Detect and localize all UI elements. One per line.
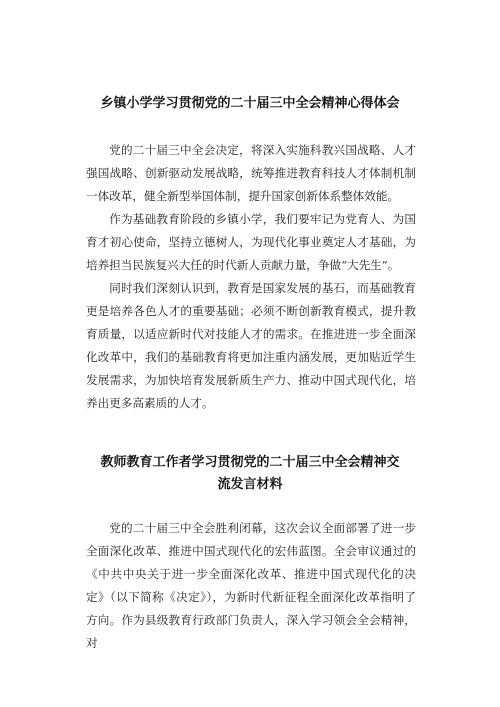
title-line: 流发言材料 xyxy=(217,477,283,492)
body-paragraph: 党的二十届三中全会决定，将深入实施科教兴国战略、人才强国战略、创新驱动发展战略，统筹推进教育科技人才体制机制一体改革，健全新型举国体制，提升国家创新体系整体效能。 xyxy=(86,143,416,203)
second-document-body xyxy=(86,517,416,655)
body-paragraph: 作为基础教育阶段的乡镇小学，我们要牢记为党育人、为国育才初心使命，坚持立德树人，为现代化事业奠定人才基础，为培养担当民族复兴大任的时代新人贡献力量，争做“大先生”。 xyxy=(86,212,416,272)
body-paragraph: 同时我们深刻认识到，教育是国家发展的基石，而基础教育更是培养各色人才的重要基础；必须不断创新教育模式，提升教育质量，以适应新时代对技能人才的需求。在推进进一步全面深化改革中，我们的基础教育将更加注重内涵发展，更加贴近学生发展需求，为加快培育发展新质生产力、推动中国式现代化，培养出更多高素质的人才。 xyxy=(86,281,416,410)
title-line: 教师教育工作者学习贯彻党的二十届三中全会精神交 xyxy=(100,455,400,470)
body-paragraph: 党的二十届三中全会胜利闭幕，这次会议全面部署了进一步全面深化改革、推进中国式现代化的宏伟蓝图。全会审议通过的《中共中央关于进一步全面深化改革、推进中国式现代化的决定》（以下简称《决定》），为新时代新征程全面深化改革指明了方向。作为县级教育行政部门负责人，深入学习领会全会精神，对 xyxy=(86,521,416,650)
second-document-title xyxy=(40,452,460,496)
document-title: 乡镇小学学习贯彻党的二十届三中全会精神心得体会 xyxy=(100,96,400,111)
document-body xyxy=(86,139,416,415)
